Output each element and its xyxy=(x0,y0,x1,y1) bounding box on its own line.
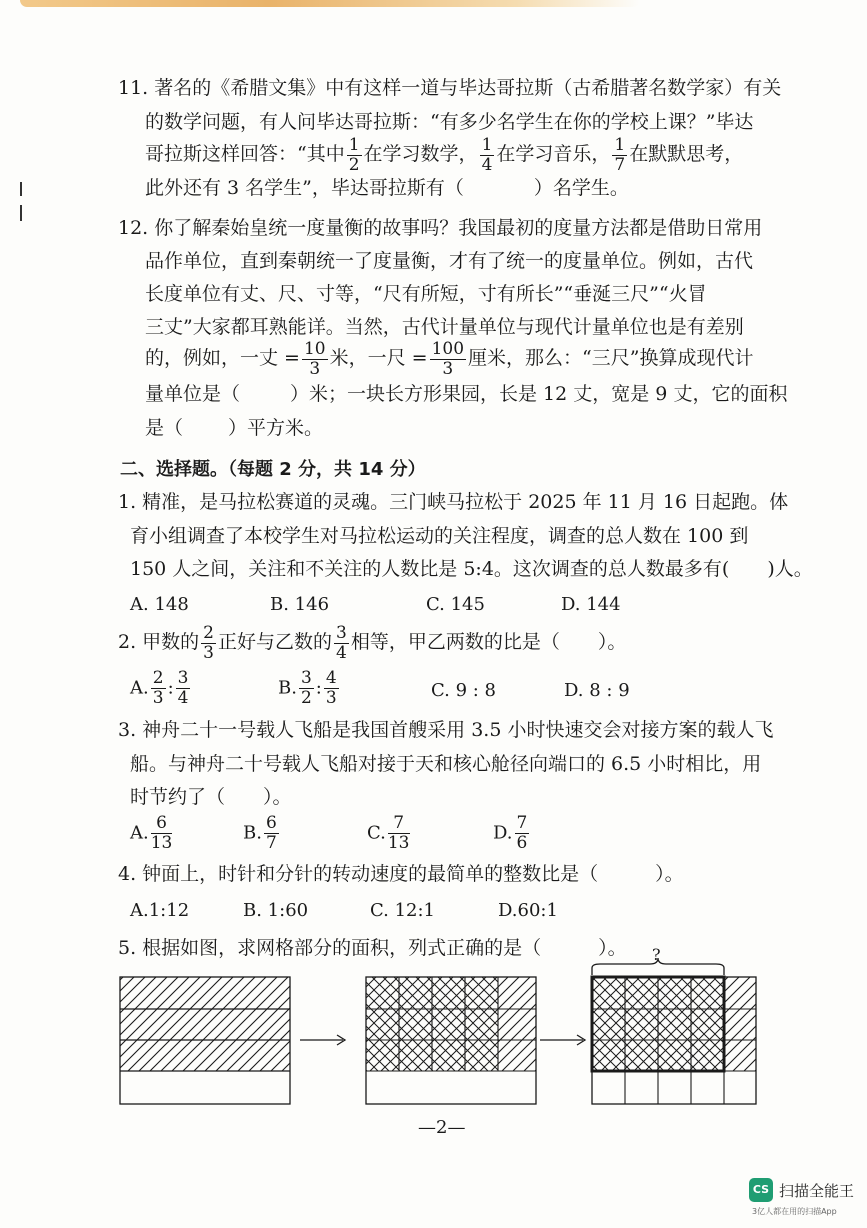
c1-option-d[interactable]: D. 144 xyxy=(561,594,621,615)
q11-line1: 11. 著名的《希腊文集》中有这样一道与毕达哥拉斯（古希腊著名数学家）有关 xyxy=(118,77,782,99)
c2-option-a[interactable]: A. $\frac{2}{3}$ : $\frac{3}{4}$ xyxy=(130,668,189,708)
brace-question-mark: ? xyxy=(652,945,661,964)
c1-line2: 育小组调查了本校学生对马拉松运动的关注程度，调查的总人数在 100 到 xyxy=(130,525,749,547)
c4-option-c[interactable]: C. 12:1 xyxy=(370,900,435,921)
q12-line7: 是（ ）平方米。 xyxy=(145,417,324,439)
fraction: $\frac{1}{2}$ xyxy=(348,134,360,175)
q12-line4: 三丈”大家都耳熟能详。当然，古代计量单位与现代计量单位也是有差别 xyxy=(145,316,744,338)
section-title: 二、选择题。（每题 2 分，共 14 分） xyxy=(120,459,426,480)
c3-option-d[interactable]: D. $\frac{7}{6}$ xyxy=(493,813,528,853)
figure-2 xyxy=(366,977,536,1104)
c1-option-b[interactable]: B. 146 xyxy=(270,594,330,615)
q11-line3: 哥拉斯这样回答：“其中 $\frac{1}{2}$ 在学习数学， $\frac{1}{4}$ 在学习音乐， $\frac{1}{7}$ 在默默思考， xyxy=(145,134,744,175)
q12-line5: 的，例如，一丈 = $\frac{10}{3}$ 米，一尺 = $\frac{100}{3}$ 厘米，那么：“三尺”换算成现代计 xyxy=(145,338,754,379)
scanner-watermark xyxy=(749,1178,854,1202)
c3-option-a[interactable]: A. $\frac{6}{13}$ xyxy=(130,813,173,853)
c4-line1: 4. 钟面上，时针和分针的转动速度的最简单的整数比是（ ）。 xyxy=(118,863,684,885)
figure-3 xyxy=(592,958,756,1104)
c3-option-b[interactable]: B. $\frac{6}{7}$ xyxy=(243,813,277,853)
arrow-right-icon xyxy=(540,1035,585,1045)
c3-line1: 3. 神舟二十一号载人飞船是我国首艘采用 3.5 小时快速交会对接方案的载人飞 xyxy=(118,719,774,741)
figure-1 xyxy=(120,977,290,1104)
q11-line2: 的数学问题，有人问毕达哥拉斯：“有多少名学生在你的学校上课？”毕达 xyxy=(145,111,754,133)
c4-option-b[interactable]: B. 1:60 xyxy=(243,900,309,921)
c1-line1: 1. 精准，是马拉松赛道的灵魂。三门峡马拉松于 2025 年 11 月 16 日起跑。体 xyxy=(118,491,789,513)
fraction: $\frac{3}{4}$ xyxy=(336,622,347,663)
c3-option-c[interactable]: C. $\frac{7}{13}$ xyxy=(367,813,410,853)
q12-line1: 12. 你了解秦始皇统一度量衡的故事吗？我国最初的度量方法都是借助日常用 xyxy=(118,217,763,239)
c1-option-c[interactable]: C. 145 xyxy=(426,594,485,615)
c2-option-b[interactable]: B. $\frac{3}{2}$ : $\frac{4}{3}$ xyxy=(278,668,337,708)
arrow-right-icon xyxy=(300,1035,345,1045)
fraction: $\frac{1}{7}$ xyxy=(614,134,626,175)
c2-line1: 2. 甲数的 $\frac{2}{3}$ 正好与乙数的 $\frac{3}{4}$ 相等，甲乙两数的比是（ ）。 xyxy=(118,622,627,663)
camscanner-logo-icon: CS xyxy=(749,1178,773,1202)
c1-option-a[interactable]: A. 148 xyxy=(130,594,189,615)
c4-option-d[interactable]: D.60:1 xyxy=(498,900,558,921)
c4-option-a[interactable]: A.1:12 xyxy=(130,900,190,921)
c5-line1: 5. 根据如图，求网格部分的面积，列式正确的是（ ）。 xyxy=(118,937,627,959)
watermark-tagline: 3亿人都在用的扫描App xyxy=(752,1207,837,1216)
c3-line3: 时节约了（ ）。 xyxy=(130,786,292,808)
q11-line4: 此外还有 3 名学生”，毕达哥拉斯有（ ）名学生。 xyxy=(145,177,629,199)
q12-line6: 量单位是（ ）米；一块长方形果园，长是 12 丈，宽是 9 丈，它的面积 xyxy=(145,383,788,405)
c1-line3: 150 人之间，关注和不关注的人数比是 5:4。这次调查的总人数最多有( )人。 xyxy=(130,558,813,580)
fraction: $\frac{1}{4}$ xyxy=(481,134,493,175)
page-number: —2— xyxy=(418,1117,466,1138)
fraction: $\frac{10}{3}$ xyxy=(303,338,326,379)
watermark-name: 扫描全能王 xyxy=(779,1181,855,1200)
c2-option-c[interactable]: C. 9 : 8 xyxy=(431,680,496,701)
fraction: $\frac{100}{3}$ xyxy=(431,338,465,379)
q12-line3: 长度单位有丈、尺、寸等，“尺有所短，寸有所长”“垂涎三尺”“火冒 xyxy=(145,283,707,305)
fraction: $\frac{2}{3}$ xyxy=(203,622,214,663)
q12-line2: 品作单位，直到秦朝统一了度量衡，才有了统一的度量单位。例如，古代 xyxy=(145,250,754,272)
c2-option-d[interactable]: D. 8 : 9 xyxy=(564,680,630,701)
c3-line2: 船。与神舟二十号载人飞船对接于天和核心舱径向端口的 6.5 小时相比，用 xyxy=(130,753,762,775)
